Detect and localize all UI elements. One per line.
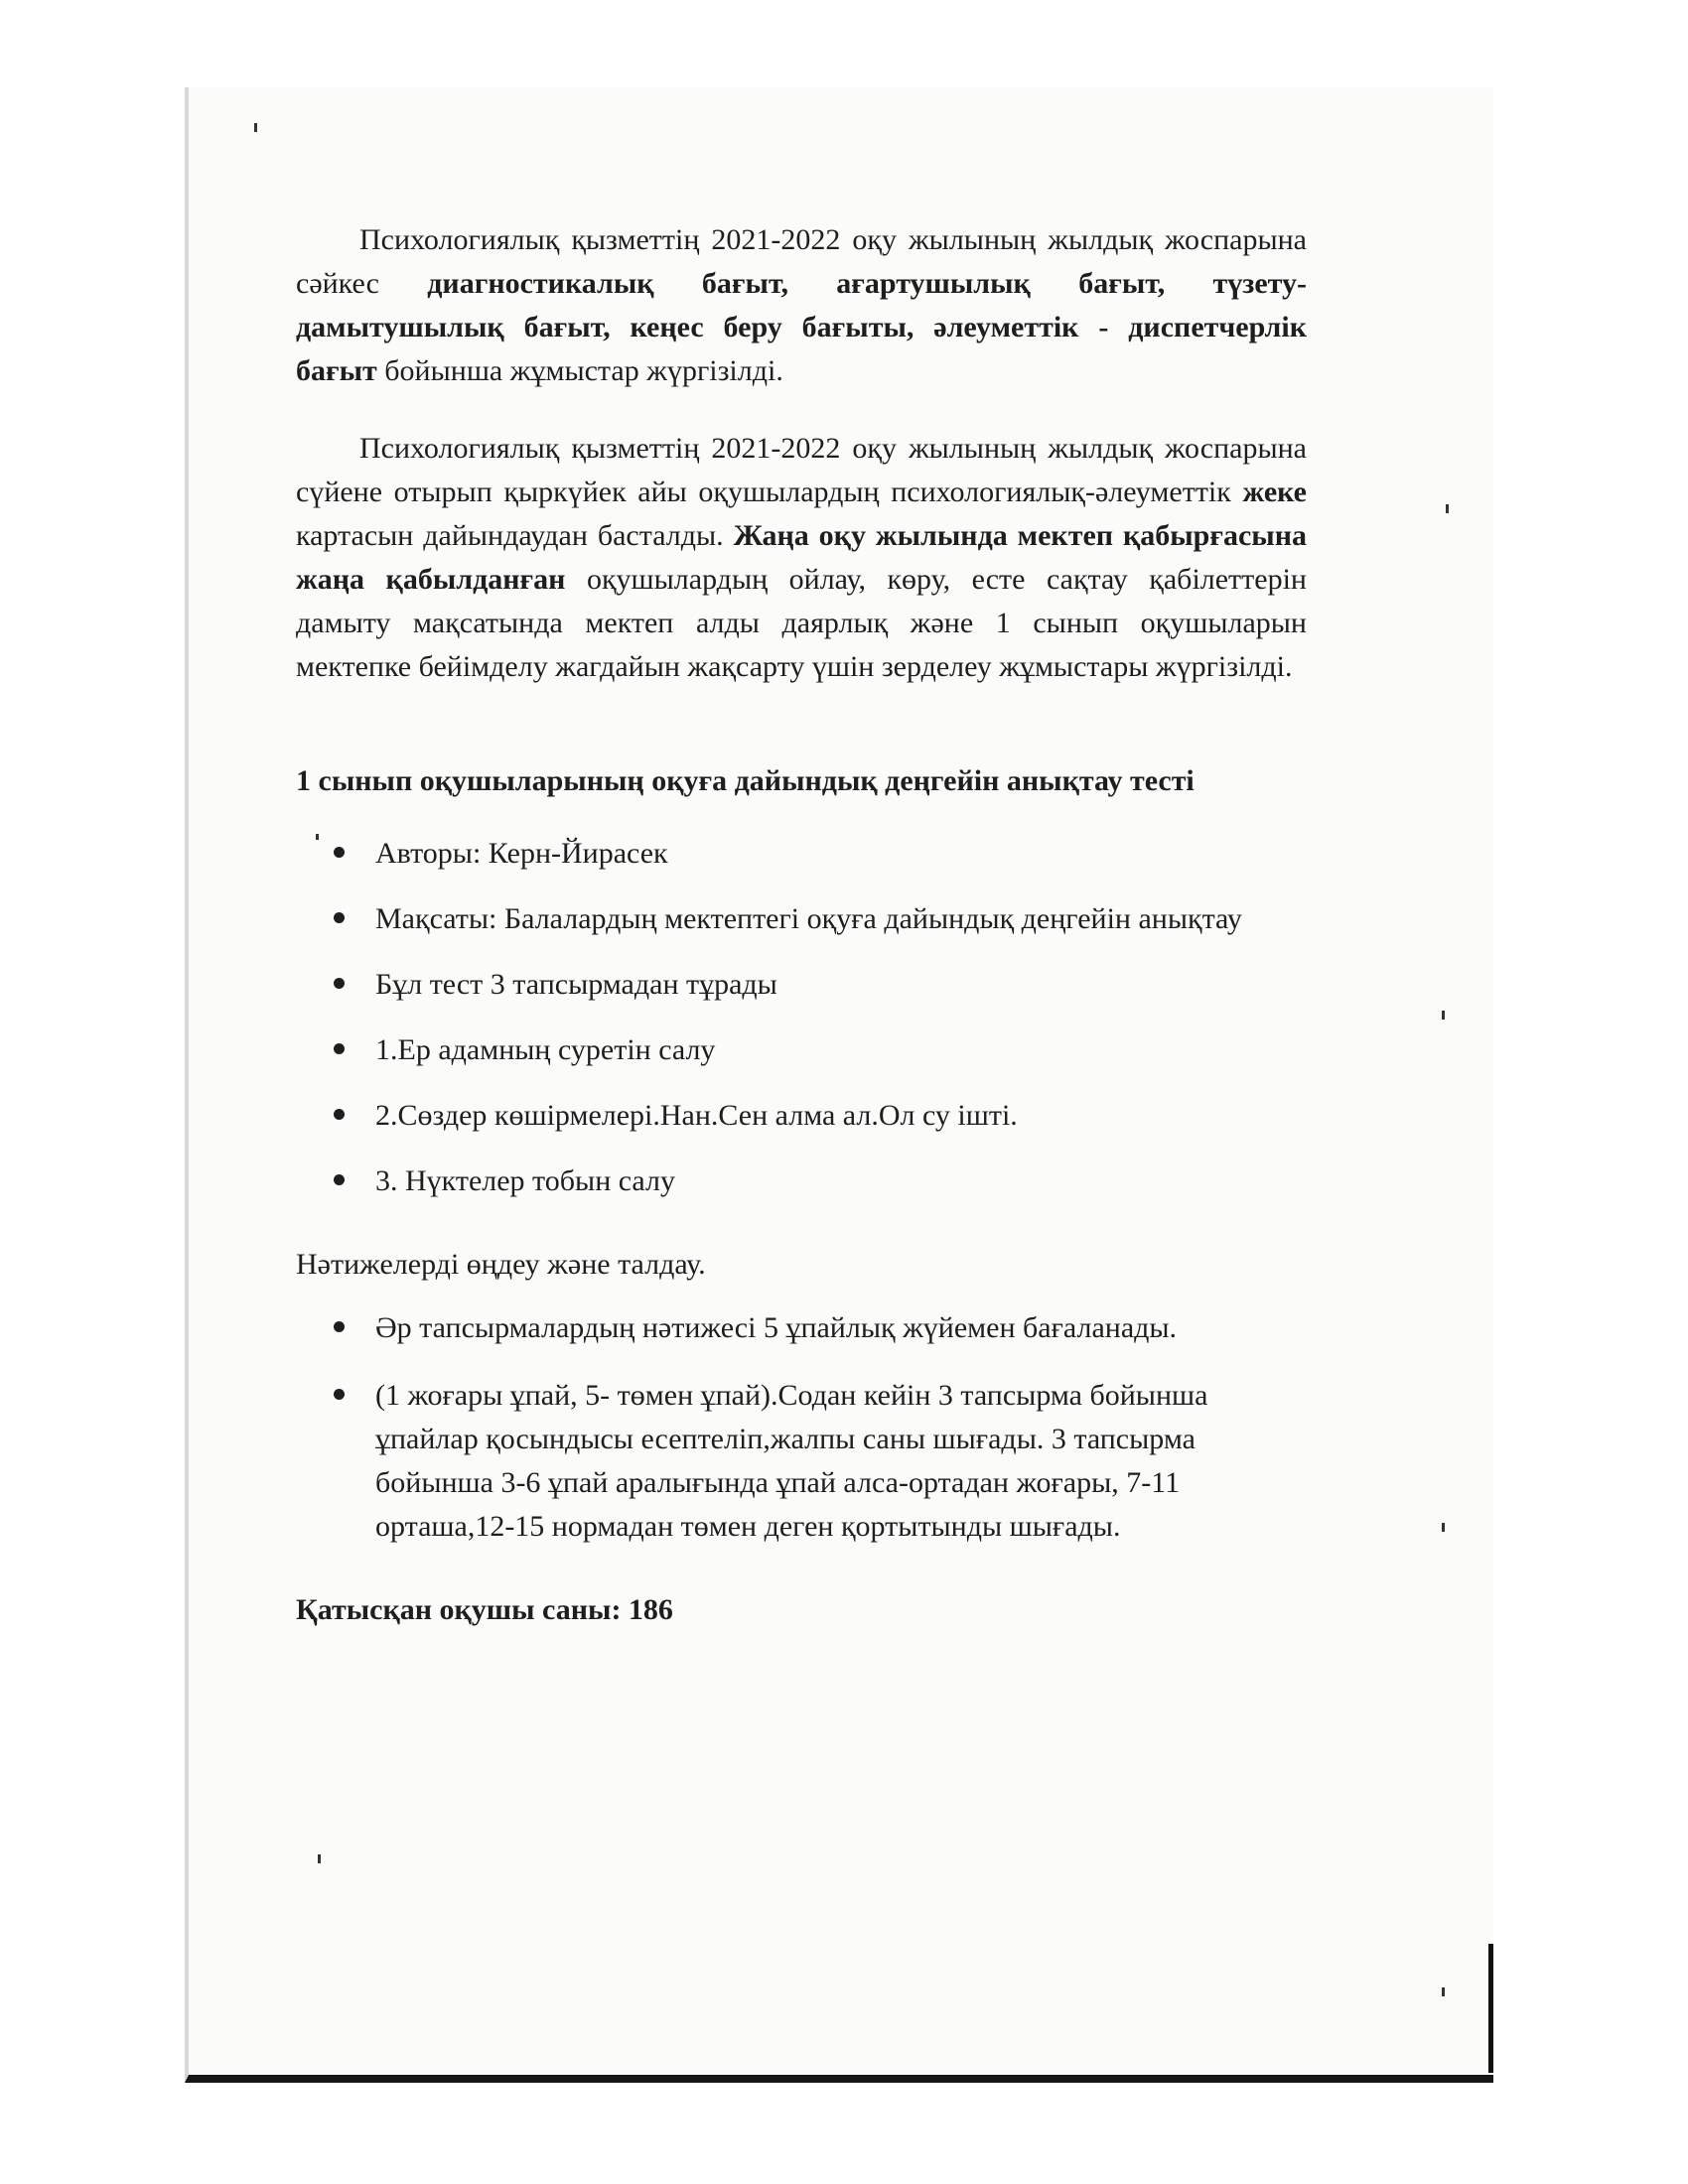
scan-speck	[1442, 1011, 1445, 1020]
list-item: Авторы: Керн-Йирасек	[328, 832, 1281, 897]
scan-speck	[254, 123, 257, 132]
scan-speck	[1442, 1987, 1445, 1996]
intro-text: Психологиялық қызметтің 2021-2022 оқу жылының жылдық жоспарына сәйкес	[296, 223, 1307, 300]
plan-bold-new-students: Жаңа оқу жылында мектеп қабырғасына жаңа қабылданған	[296, 519, 1307, 596]
bullet-icon	[334, 1109, 345, 1120]
list-item: (1 жоғары ұпай, 5- төмен ұпай).Содан кейін 3 тапсырма бойынша ұпайлар қосындысы есептеліп,жалпы саны шығады. 3 тапсырма бойынша 3-6 ұпай аралығында ұпай алса-ортадан жоғары, 7-11 орташа,12-15 нормадан төмен деген қортытынды шығады.	[328, 1374, 1281, 1549]
list-item: 2.Сөздер көшірмелері.Нан.Сен алма ал.Ол су ішті.	[328, 1094, 1281, 1160]
list-item: 3. Нүктелер тобын салу	[328, 1160, 1281, 1225]
list-item: Әр тапсырмалардың нәтижесі 5 ұпайлық жүйемен бағаланады.	[328, 1306, 1281, 1350]
test-info-list	[328, 832, 1281, 1225]
processing-heading: Нәтижелерді өңдеу және талдау.	[296, 1248, 706, 1281]
bullet-icon	[334, 978, 345, 989]
scan-speck	[1442, 1523, 1445, 1532]
plan-text: Психологиялық қызметтің 2021-2022 оқу жылының жылдық жоспарына сүйене отырып қыркүйек айы оқушылардың психологиялық-әлеуметтік	[296, 432, 1307, 508]
plan-text-3: оқушылардың ойлау, көру, есте сақтау қабілеттерін дамыту мақсатында мектеп алды даярлық және 1 сынып оқушыларын мектепке бейімделу жагдайын жақсарту үшін зерделеу жұмыстары жүргізілді.	[296, 563, 1307, 683]
plan-paragraph	[296, 427, 1307, 689]
bullet-icon	[334, 1043, 345, 1054]
scan-speck	[1446, 504, 1449, 513]
intro-text-end: бойынша жұмыстар жүргізілді.	[376, 354, 783, 387]
participants-count: Қатысқан оқушы саны: 186	[296, 1593, 673, 1626]
processing-list	[328, 1306, 1281, 1572]
bullet-icon	[334, 847, 345, 858]
bullet-icon	[334, 1174, 345, 1185]
intro-directions-bold: диагностикалық бағыт, ағартушылық бағыт, түзету-дамытушылық бағыт, кеңес беру бағыты, әлеуметтік - диспетчерлік бағыт	[296, 267, 1307, 387]
scan-speck	[316, 834, 319, 840]
list-item: 1.Ер адамның суретін салу	[328, 1028, 1281, 1094]
plan-bold-personal: жеке	[1242, 476, 1307, 508]
list-item: Бұл тест 3 тапсырмадан тұрады	[328, 963, 1281, 1028]
intro-paragraph	[296, 218, 1307, 393]
page-edge-shadow	[1488, 1944, 1493, 2073]
bullet-icon	[334, 1321, 345, 1332]
plan-text-2: картасын дайындаудан басталды.	[296, 519, 734, 552]
test-section-heading: 1 сынып оқушыларының оқуға дайындық деңгейін анықтау тесті	[296, 764, 1195, 797]
bullet-icon	[334, 912, 345, 923]
bullet-icon	[334, 1389, 345, 1400]
list-item: Мақсаты: Балалардың мектептегі оқуға дайындық деңгейін анықтау	[328, 897, 1281, 963]
scan-speck	[318, 1854, 321, 1863]
